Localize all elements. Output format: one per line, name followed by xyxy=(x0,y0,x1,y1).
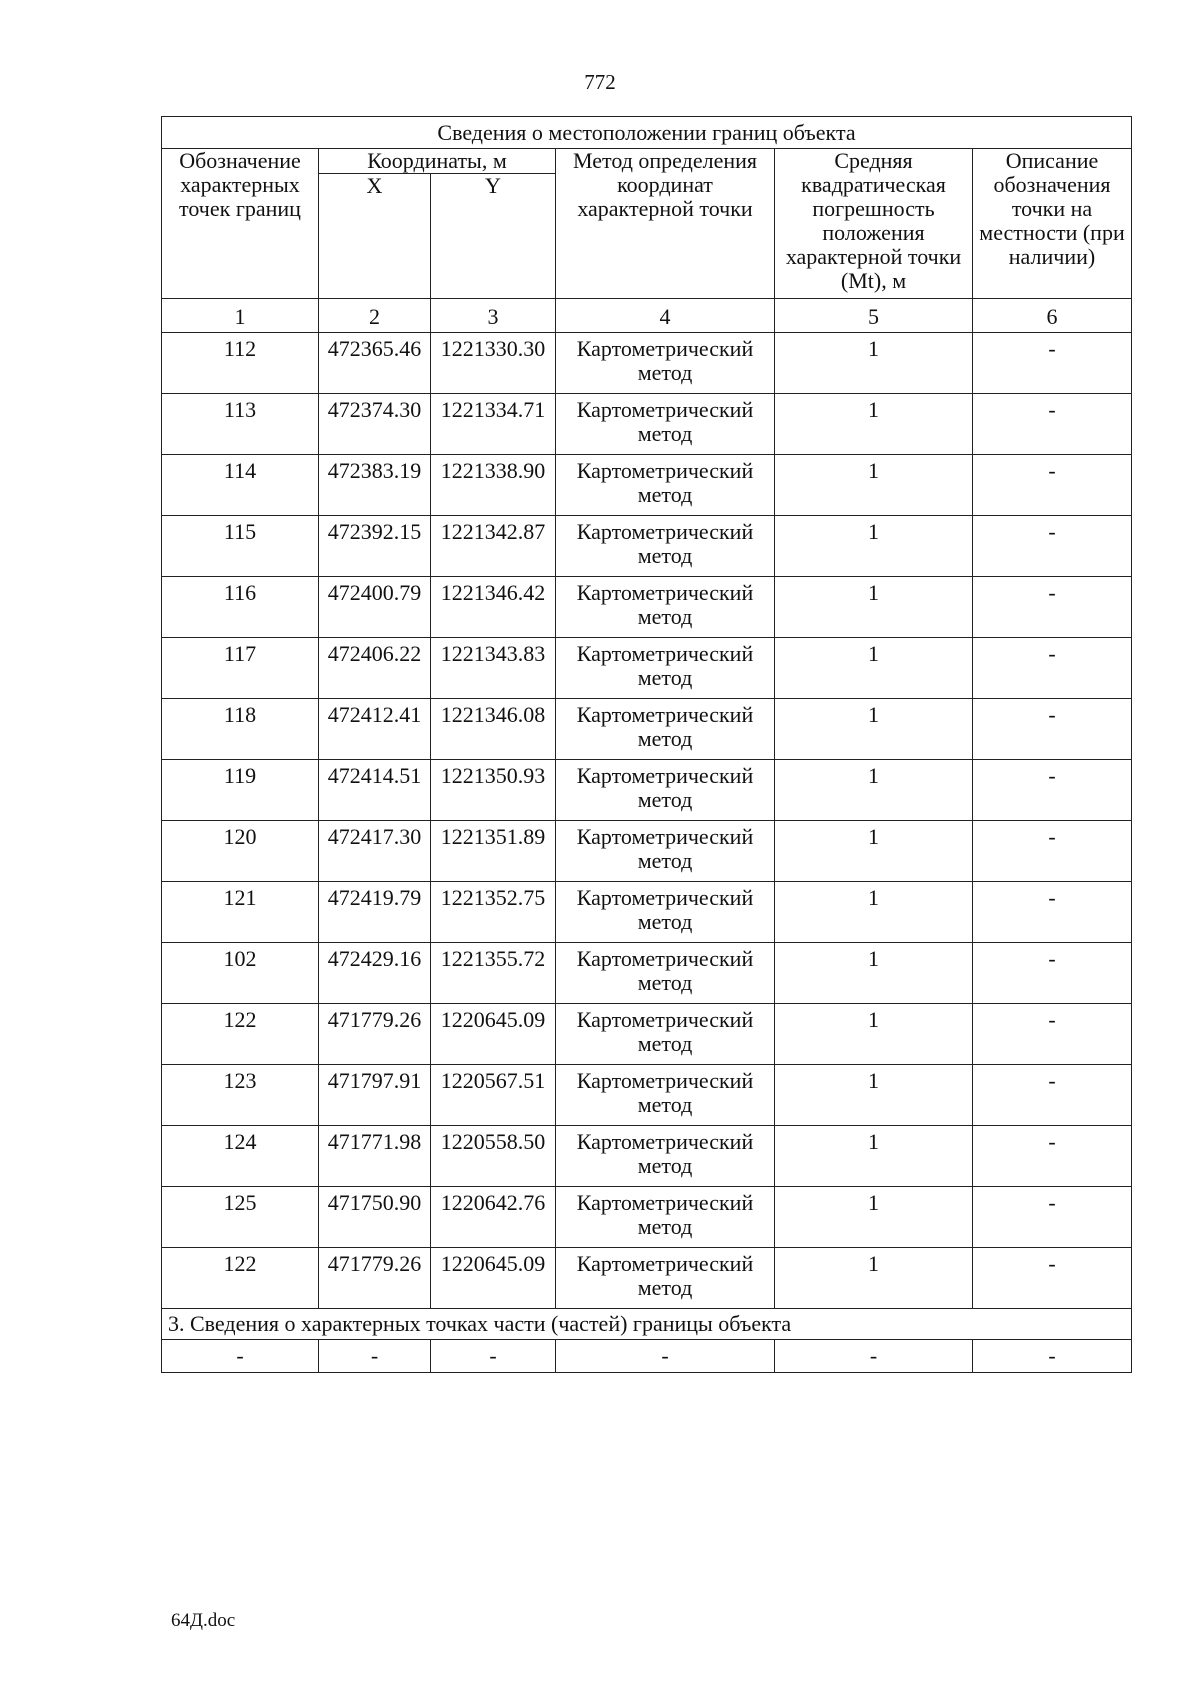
cell-point: 122 xyxy=(162,1248,319,1309)
cell-x: 472429.16 xyxy=(319,943,431,1004)
cell-error: 1 xyxy=(775,1248,973,1309)
column-number: 4 xyxy=(556,299,775,333)
cell-description: - xyxy=(973,1004,1132,1065)
cell-method: Картометрический метод xyxy=(556,760,775,821)
cell-method: Картометрический метод xyxy=(556,333,775,394)
cell-method: Картометрический метод xyxy=(556,1187,775,1248)
section3-cell: - xyxy=(431,1340,556,1373)
cell-y: 1221330.30 xyxy=(431,333,556,394)
cell-point: 117 xyxy=(162,638,319,699)
cell-point: 124 xyxy=(162,1126,319,1187)
cell-point: 114 xyxy=(162,455,319,516)
table-row xyxy=(162,1004,1132,1065)
table-row xyxy=(162,1126,1132,1187)
table-row xyxy=(162,1248,1132,1309)
cell-x: 472374.30 xyxy=(319,394,431,455)
cell-y: 1221334.71 xyxy=(431,394,556,455)
cell-description: - xyxy=(973,821,1132,882)
header-error: Средняя квадратическая погрешность положения характерной точки (Mt), м xyxy=(775,149,973,299)
cell-point: 112 xyxy=(162,333,319,394)
cell-y: 1220645.09 xyxy=(431,1248,556,1309)
cell-method: Картометрический метод xyxy=(556,1065,775,1126)
section3-cell: - xyxy=(162,1340,319,1373)
cell-point: 125 xyxy=(162,1187,319,1248)
cell-y: 1221338.90 xyxy=(431,455,556,516)
cell-y: 1221346.42 xyxy=(431,577,556,638)
cell-error: 1 xyxy=(775,577,973,638)
table-row xyxy=(162,821,1132,882)
table-row xyxy=(162,943,1132,1004)
table-row xyxy=(162,882,1132,943)
cell-method: Картометрический метод xyxy=(556,1004,775,1065)
cell-method: Картометрический метод xyxy=(556,882,775,943)
cell-x: 472414.51 xyxy=(319,760,431,821)
table-row xyxy=(162,577,1132,638)
boundary-table xyxy=(161,116,1132,1373)
cell-description: - xyxy=(973,394,1132,455)
cell-point: 102 xyxy=(162,943,319,1004)
section3-cell: - xyxy=(319,1340,431,1373)
cell-description: - xyxy=(973,516,1132,577)
cell-x: 472383.19 xyxy=(319,455,431,516)
cell-error: 1 xyxy=(775,638,973,699)
cell-error: 1 xyxy=(775,516,973,577)
cell-x: 471779.26 xyxy=(319,1004,431,1065)
cell-description: - xyxy=(973,760,1132,821)
cell-description: - xyxy=(973,699,1132,760)
cell-description: - xyxy=(973,1065,1132,1126)
cell-error: 1 xyxy=(775,760,973,821)
cell-method: Картометрический метод xyxy=(556,577,775,638)
header-designation: Обозначение характерных точек границ xyxy=(162,149,319,299)
cell-x: 471750.90 xyxy=(319,1187,431,1248)
cell-error: 1 xyxy=(775,1065,973,1126)
cell-error: 1 xyxy=(775,699,973,760)
cell-x: 472365.46 xyxy=(319,333,431,394)
cell-method: Картометрический метод xyxy=(556,638,775,699)
cell-description: - xyxy=(973,1187,1132,1248)
cell-x: 471797.91 xyxy=(319,1065,431,1126)
cell-point: 120 xyxy=(162,821,319,882)
cell-y: 1220642.76 xyxy=(431,1187,556,1248)
page-number: 772 xyxy=(584,70,616,94)
cell-y: 1221342.87 xyxy=(431,516,556,577)
cell-point: 123 xyxy=(162,1065,319,1126)
cell-y: 1220645.09 xyxy=(431,1004,556,1065)
cell-description: - xyxy=(973,943,1132,1004)
cell-description: - xyxy=(973,882,1132,943)
cell-error: 1 xyxy=(775,455,973,516)
section3-cell: - xyxy=(973,1340,1132,1373)
cell-y: 1221350.93 xyxy=(431,760,556,821)
table-row xyxy=(162,638,1132,699)
cell-y: 1221343.83 xyxy=(431,638,556,699)
cell-description: - xyxy=(973,455,1132,516)
cell-method: Картометрический метод xyxy=(556,394,775,455)
cell-x: 472412.41 xyxy=(319,699,431,760)
table-row xyxy=(162,760,1132,821)
cell-description: - xyxy=(973,333,1132,394)
cell-x: 472392.15 xyxy=(319,516,431,577)
column-number: 6 xyxy=(973,299,1132,333)
cell-error: 1 xyxy=(775,821,973,882)
cell-point: 119 xyxy=(162,760,319,821)
table-row xyxy=(162,394,1132,455)
cell-error: 1 xyxy=(775,333,973,394)
cell-y: 1221346.08 xyxy=(431,699,556,760)
cell-error: 1 xyxy=(775,882,973,943)
header-y: Y xyxy=(431,174,556,299)
section3-cell: - xyxy=(556,1340,775,1373)
cell-y: 1221351.89 xyxy=(431,821,556,882)
cell-method: Картометрический метод xyxy=(556,1126,775,1187)
cell-point: 122 xyxy=(162,1004,319,1065)
cell-method: Картометрический метод xyxy=(556,516,775,577)
header-description: Описание обозначения точки на местности (при наличии) xyxy=(973,149,1132,299)
cell-y: 1220567.51 xyxy=(431,1065,556,1126)
cell-method: Картометрический метод xyxy=(556,455,775,516)
cell-error: 1 xyxy=(775,943,973,1004)
cell-method: Картометрический метод xyxy=(556,943,775,1004)
cell-point: 115 xyxy=(162,516,319,577)
cell-point: 121 xyxy=(162,882,319,943)
table-row xyxy=(162,699,1132,760)
table-row xyxy=(162,455,1132,516)
footer-filename: 64Д.doc xyxy=(171,1610,236,1631)
table-row xyxy=(162,1187,1132,1248)
column-number: 3 xyxy=(431,299,556,333)
cell-method: Картометрический метод xyxy=(556,1248,775,1309)
header-method: Метод определения координат характерной точки xyxy=(556,149,775,299)
cell-description: - xyxy=(973,1126,1132,1187)
cell-x: 471771.98 xyxy=(319,1126,431,1187)
cell-y: 1220558.50 xyxy=(431,1126,556,1187)
cell-point: 113 xyxy=(162,394,319,455)
table-row xyxy=(162,333,1132,394)
table-title: Сведения о местоположении границ объекта xyxy=(162,117,1132,149)
cell-x: 471779.26 xyxy=(319,1248,431,1309)
table-row xyxy=(162,516,1132,577)
section3-cell: - xyxy=(775,1340,973,1373)
cell-x: 472419.79 xyxy=(319,882,431,943)
column-number: 5 xyxy=(775,299,973,333)
table-row xyxy=(162,1065,1132,1126)
cell-y: 1221355.72 xyxy=(431,943,556,1004)
section3-title: 3. Сведения о характерных точках части (частей) границы объекта xyxy=(162,1309,1132,1340)
cell-point: 116 xyxy=(162,577,319,638)
cell-y: 1221352.75 xyxy=(431,882,556,943)
cell-error: 1 xyxy=(775,1004,973,1065)
header-x: X xyxy=(319,174,431,299)
column-number: 2 xyxy=(319,299,431,333)
cell-x: 472400.79 xyxy=(319,577,431,638)
cell-x: 472417.30 xyxy=(319,821,431,882)
header-coordinates: Координаты, м xyxy=(319,149,556,174)
column-number: 1 xyxy=(162,299,319,333)
cell-description: - xyxy=(973,577,1132,638)
cell-method: Картометрический метод xyxy=(556,821,775,882)
cell-error: 1 xyxy=(775,1187,973,1248)
cell-description: - xyxy=(973,1248,1132,1309)
cell-point: 118 xyxy=(162,699,319,760)
cell-error: 1 xyxy=(775,394,973,455)
cell-method: Картометрический метод xyxy=(556,699,775,760)
cell-error: 1 xyxy=(775,1126,973,1187)
cell-description: - xyxy=(973,638,1132,699)
cell-x: 472406.22 xyxy=(319,638,431,699)
